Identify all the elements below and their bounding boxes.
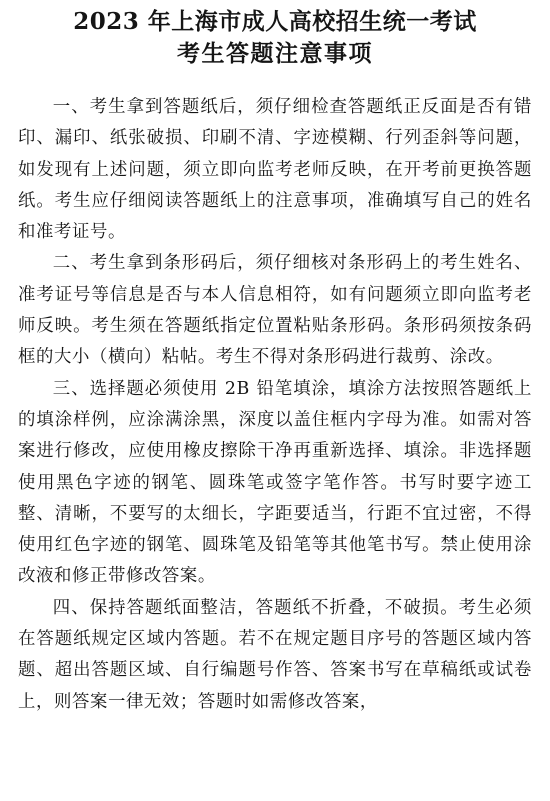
paragraph-3: 三、选择题必须使用 2B 铅笔填涂，填涂方法按照答题纸上的填涂样例，应涂满涂黑，深度以盖住框内字母为准。如需对答案进行修改，应使用橡皮擦除干净再重新选择、填涂。非选择题使用黑色字迹的钢笔、圆珠笔或签字笔作答。书写时要字迹工整、清晰，不要写的太细长，字距要适当，行距不宜过密，不得使用红色字迹的钢笔、圆珠笔及铅笔等其他笔书写。禁止使用涂改液和修正带修改答案。 [18, 378, 532, 587]
paragraph-4: 四、保持答题纸面整洁，答题纸不折叠，不破损。考生必须在答题纸规定区域内答题。若不在规定题目序号的答题区域内答题、超出答题区域、自行编题号作答、答案书写在草稿纸或试卷上，则答案一律无效；答题时如需修改答案， [18, 597, 532, 712]
paragraph-2: 二、考生拿到条形码后，须仔细核对条形码上的考生姓名、准考证号等信息是否与本人信息相符，如有问题须立即向监考老师反映。考生须在答题纸指定位置粘贴条形码。条形码须按条码框的大小（横向）粘帖。考生不得对条形码进行裁剪、涂改。 [18, 253, 532, 368]
document-title: 2023 年上海市成人高校招生统一考试 [73, 8, 477, 35]
document-subtitle: 考生答题注意事项 [177, 40, 373, 67]
paragraph-1: 一、考生拿到答题纸后，须仔细检查答题纸正反面是否有错印、漏印、纸张破损、印刷不清、字迹模糊、行列歪斜等问题，如发现有上述问题，须立即向监考老师反映，在开考前更换答题纸。考生应仔细阅读答题纸上的注意事项，准确填写自己的姓名和准考证号。 [18, 97, 532, 243]
